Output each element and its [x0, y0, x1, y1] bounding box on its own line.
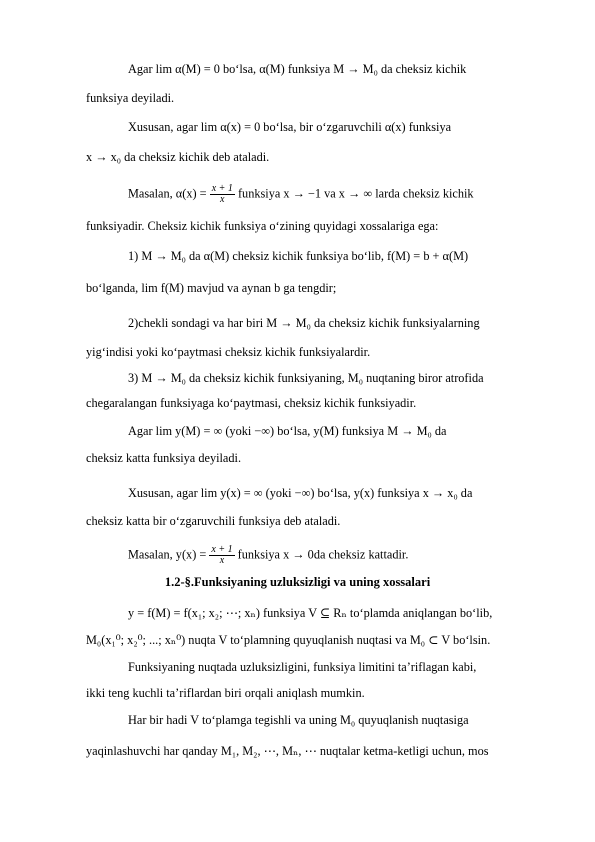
- text-line: Xususan, agar lim α(x) = 0 bo‘lsa, bir o‘zgaruvchili α(x) funksiya: [128, 120, 452, 134]
- fraction-numerator: x + 1: [211, 183, 233, 194]
- property-2: 2)chekli sondagi va har biri M → M₀ da cheksiz kichik funksiyalarning: [128, 316, 480, 330]
- text-line: y = f(M) = f(x₁; x₂; ⋯; xₙ) funksiya V ⊆ Rₙ to‘plamda aniqlangan bo‘lib,: [128, 606, 493, 620]
- text-line: Funksiyaning nuqtada uzluksizligini, funksiya limitini ta’riflagan kabi,: [128, 660, 477, 674]
- text-fragment: Masalan, y(x) =: [128, 547, 207, 562]
- fraction-denominator: x: [220, 194, 225, 205]
- text-line: x → x₀ da cheksiz kichik deb ataladi.: [86, 150, 270, 164]
- text-fragment: funksiya x → −1 va x → ∞ larda cheksiz kichik: [237, 186, 474, 201]
- text-fragment: funksiya x → 0da cheksiz kattadir.: [237, 547, 409, 562]
- text-line: cheksiz katta bir o‘zgaruvchili funksiya deb ataladi.: [86, 514, 341, 528]
- fraction-denominator: x: [219, 555, 225, 566]
- text-line: Agar lim α(M) = 0 bo‘lsa, α(M) funksiya M → M₀ da cheksiz kichik: [128, 62, 467, 76]
- fraction: [209, 545, 234, 566]
- text-line: Xususan, agar lim y(x) = ∞ (yoki −∞) bo‘lsa, y(x) funksiya x → x₀ da: [128, 486, 473, 500]
- text-line: yig‘indisi yoki ko‘paytmasi cheksiz kichik funksiyalardir.: [86, 345, 371, 359]
- fraction-numerator: x + 1: [211, 544, 233, 555]
- example-line: [128, 184, 553, 205]
- text-line: yaqinlashuvchi har qanday M₁, M₂, ⋯, Mₙ, ⋯ nuqtalar ketma-ketligi uchun, mos: [86, 744, 489, 758]
- section-heading: 1.2-§.Funksiyaning uzluksizligi va uning xossalari: [164, 575, 431, 589]
- text-fragment: Masalan, α(x) =: [128, 186, 207, 201]
- text-line: cheksiz katta funksiya deyiladi.: [86, 451, 242, 465]
- fraction: [210, 184, 235, 205]
- text-line: funksiya deyiladi.: [86, 91, 175, 105]
- text-line: Agar lim y(M) = ∞ (yoki −∞) bo‘lsa, y(M) funksiya M → M₀ da: [128, 424, 447, 438]
- text-line: chegaralangan funksiyaga ko‘paytmasi, cheksiz kichik funksiyadir.: [86, 396, 417, 410]
- text-line: M₀(x₁⁰; x₂⁰; ...; xₙ⁰) nuqta V to‘plamning quyuqlanish nuqtasi va M₀ ⊂ V bo‘lsin.: [86, 633, 491, 647]
- example-line: [128, 545, 553, 566]
- text-line: funksiyadir. Cheksiz kichik funksiya o‘zining quyidagi xossalariga ega:: [86, 219, 439, 233]
- property-1: 1) M → M₀ da α(M) cheksiz kichik funksiya bo‘lib, f(M) = b + α(M): [128, 249, 469, 263]
- text-line: bo‘lganda, lim f(M) mavjud va aynan b ga tengdir;: [86, 281, 337, 295]
- text-line: Har bir hadi V to‘plamga tegishli va uning M₀ quyuqlanish nuqtasiga: [128, 713, 469, 727]
- property-3: 3) M → M₀ da cheksiz kichik funksiyaning, M₀ nuqtaning biror atrofida: [128, 371, 484, 385]
- text-line: ikki teng kuchli ta’riflardan biri orqali aniqlash mumkin.: [86, 686, 365, 700]
